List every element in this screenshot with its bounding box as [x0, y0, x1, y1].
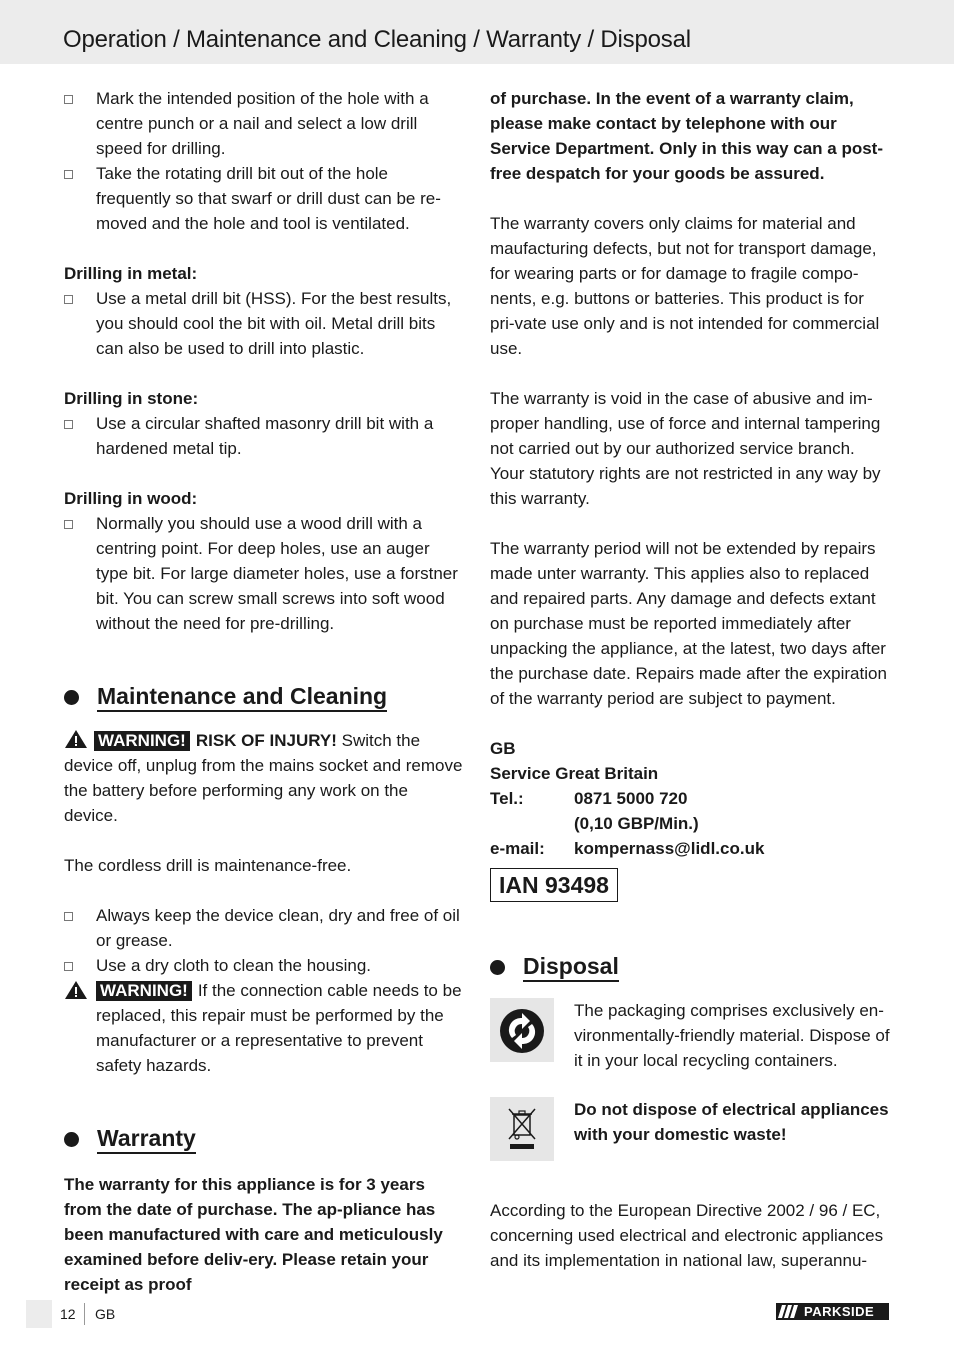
- page-footer: [0, 1300, 954, 1330]
- service-email-address: kompernass@lidl.co.uk: [574, 839, 765, 858]
- warning-paragraph: [64, 728, 464, 828]
- page-title: Operation / Maintenance and Cleaning / Warranty / Disposal: [63, 26, 691, 53]
- section-dot-icon: [490, 960, 505, 975]
- footer-divider: [84, 1303, 85, 1325]
- service-tel-number: 0871 5000 720: [574, 789, 688, 808]
- subheading-metal: Drilling in metal:: [64, 264, 198, 283]
- square-bullet-icon: [64, 912, 73, 921]
- maintenance-free-text: The cordless drill is maintenance-free.: [64, 856, 352, 875]
- warning-triangle-icon: [64, 729, 88, 749]
- warranty-intro: The warranty for this appliance is for 3 years from the date of purchase. The ap-pliance has been manufactured with care and meticulously examined before deliv-ery. Please retain your receipt as proof: [64, 1175, 443, 1294]
- list-item: Mark the intended position of the hole with a centre punch or a nail and select a low drill speed for drilling.: [64, 86, 464, 161]
- square-bullet-icon: [64, 95, 73, 104]
- section-dot-icon: [64, 690, 79, 705]
- list-item: Always keep the device clean, dry and free of oil or grease.: [64, 903, 464, 953]
- service-country: GB: [490, 739, 516, 758]
- service-tel-rate: (0,10 GBP/Min.): [574, 814, 699, 833]
- warning-item: [64, 978, 464, 1078]
- square-bullet-icon: [64, 962, 73, 971]
- warranty-period: The warranty period will not be extended by repairs made unter warranty. This applies also to replaced and repaired parts. Any damage and defects extant on purchase must be reported immediately after unpacking the appliance, at the latest, two days after the purchase date. Repairs made after the expiration of the warranty period are subject to payment.: [490, 539, 887, 708]
- list-item: Use a metal drill bit (HSS). For the best results, you should cool the bit with oil. Metal drill bits can also be used to drill into plastic.: [64, 286, 464, 361]
- warning-label: WARNING!: [96, 981, 192, 1001]
- left-column: [64, 86, 464, 1297]
- right-column: [490, 86, 890, 1273]
- list-item: Take the rotating drill bit out of the hole frequently so that swarf or drill dust can be re-moved and the hole and tool is ventilated.: [64, 161, 464, 236]
- page-number: 12: [60, 1306, 76, 1322]
- service-tel: Tel.: 0871 5000 720 (0,10 GBP/Min.): [490, 789, 699, 833]
- page-header: [0, 0, 954, 64]
- disposal-directive-text: According to the European Directive 2002 / 96 / EC, concerning used electrical and electronic appliances and its implementation in national law, superannu-: [490, 1201, 884, 1270]
- section-dot-icon: [64, 1132, 79, 1147]
- warranty-claim-text: of purchase. In the event of a warranty claim, please make contact by telephone with our Service Department. Only in this way can a post-free despatch for your goods be assured.: [490, 89, 884, 183]
- page-language: GB: [95, 1306, 116, 1322]
- disposal-packaging-text: The packaging comprises exclusively en-vironmentally-friendly material. Dispose of it in your local recycling containers.: [574, 1001, 890, 1070]
- section-heading-disposal: Disposal: [490, 950, 890, 984]
- disposal-packaging: [490, 998, 890, 1073]
- brand-stripes-icon: [776, 1303, 804, 1320]
- section-heading-warranty: Warranty: [64, 1122, 464, 1156]
- brand-name: PARKSIDE: [804, 1304, 875, 1319]
- list-item: Normally you should use a wood drill with a centring point. For deep holes, use an auger type bit. For large diameter holes, use a forstner bit. You can screw small screws into soft wood without the need for pre-drilling.: [64, 511, 464, 636]
- warranty-void: The warranty is void in the case of abusive and im-proper handling, use of force and internal tampering not carried out by our authorized service branch. Your statutory rights are not restricted in any way by this warranty.: [490, 389, 881, 508]
- warranty-coverage: The warranty covers only claims for material and maufacturing defects, but not for transport damage, for wearing parts or for damage to fragile compo-nents, e.g. buttons or batteries. This product is for pri-vate use only and is not intended for commercial use.: [490, 214, 880, 358]
- service-name: Service Great Britain: [490, 764, 659, 783]
- warning-triangle-icon: [64, 980, 88, 1000]
- subheading-wood: Drilling in wood:: [64, 489, 198, 508]
- list-item: Use a dry cloth to clean the housing.: [64, 953, 464, 978]
- list-item: Use a circular shafted masonry drill bit with a hardened metal tip.: [64, 411, 464, 461]
- square-bullet-icon: [64, 520, 73, 529]
- page-number-box: [26, 1300, 52, 1328]
- warning-risk-text: RISK OF INJURY!: [195, 731, 337, 750]
- square-bullet-icon: [64, 420, 73, 429]
- section-heading-maintenance: Maintenance and Cleaning: [64, 680, 464, 714]
- warning-body: Switch the device off, unplug from the mains socket and remove the battery before performing any work on the device.: [64, 731, 463, 825]
- green-dot-recycling-icon: [490, 998, 554, 1062]
- warning-body: If the connection cable needs to be replaced, this repair must be performed by the manufacturer or a representative to prevent safety hazards.: [96, 981, 462, 1075]
- disposal-weee-text: Do not dispose of electrical appliances with your domestic waste!: [574, 1100, 889, 1144]
- brand-logo: [776, 1303, 889, 1320]
- square-bullet-icon: [64, 170, 73, 179]
- ian-number: IAN 93498: [490, 868, 618, 902]
- disposal-weee: [490, 1097, 890, 1161]
- warning-label: WARNING!: [94, 731, 190, 751]
- service-email: e-mail: kompernass@lidl.co.uk: [490, 836, 890, 861]
- square-bullet-icon: [64, 295, 73, 304]
- subheading-stone: Drilling in stone:: [64, 389, 199, 408]
- crossed-out-bin-icon: [490, 1097, 554, 1161]
